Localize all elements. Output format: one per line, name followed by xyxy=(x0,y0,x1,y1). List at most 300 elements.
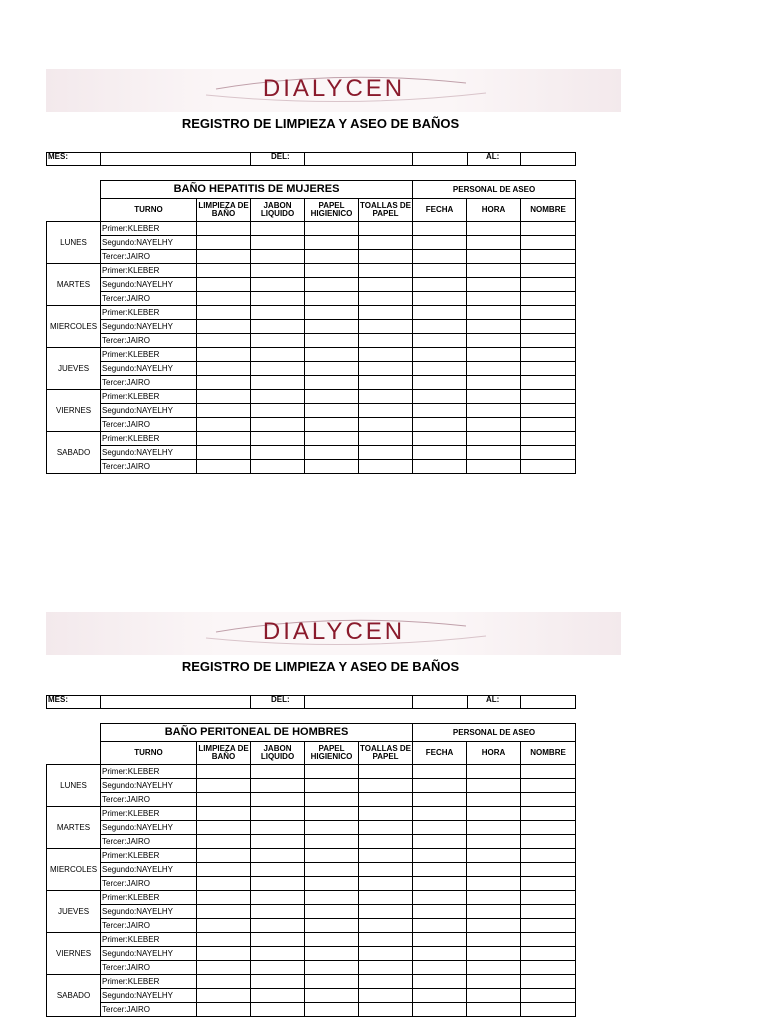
nombre-cell[interactable] xyxy=(521,446,576,460)
fecha-cell[interactable] xyxy=(413,404,467,418)
limpieza-cell[interactable] xyxy=(197,334,251,348)
shift-label: Segundo:NAYELHY xyxy=(101,863,197,877)
toallas-cell[interactable] xyxy=(359,793,413,807)
nombre-cell[interactable] xyxy=(521,362,576,376)
jabon-cell[interactable] xyxy=(251,376,305,390)
nombre-cell[interactable] xyxy=(521,306,576,320)
limpieza-cell[interactable] xyxy=(197,863,251,877)
toallas-cell[interactable] xyxy=(359,292,413,306)
limpieza-cell[interactable] xyxy=(197,947,251,961)
shift-label: Primer:KLEBER xyxy=(101,390,197,404)
table-row xyxy=(47,320,576,334)
papel-cell[interactable] xyxy=(305,1003,359,1017)
limpieza-cell[interactable] xyxy=(197,418,251,432)
fecha-cell[interactable] xyxy=(413,236,467,250)
papel-cell[interactable] xyxy=(305,849,359,863)
fecha-cell[interactable] xyxy=(413,863,467,877)
nombre-cell[interactable] xyxy=(521,961,576,975)
fecha-cell[interactable] xyxy=(413,376,467,390)
limpieza-cell[interactable] xyxy=(197,975,251,989)
toallas-cell[interactable] xyxy=(359,278,413,292)
jabon-cell[interactable] xyxy=(251,390,305,404)
hora-cell[interactable] xyxy=(467,292,521,306)
fecha-cell[interactable] xyxy=(413,362,467,376)
nombre-cell[interactable] xyxy=(521,779,576,793)
limpieza-cell[interactable] xyxy=(197,404,251,418)
toallas-cell[interactable] xyxy=(359,905,413,919)
nombre-cell[interactable] xyxy=(521,432,576,446)
nombre-cell[interactable] xyxy=(521,989,576,1003)
fecha-cell[interactable] xyxy=(413,891,467,905)
toallas-cell[interactable] xyxy=(359,334,413,348)
hora-cell[interactable] xyxy=(467,264,521,278)
jabon-cell[interactable] xyxy=(251,348,305,362)
toallas-cell[interactable] xyxy=(359,264,413,278)
hora-cell[interactable] xyxy=(467,320,521,334)
jabon-cell[interactable] xyxy=(251,306,305,320)
shift-label: Primer:KLEBER xyxy=(101,849,197,863)
fecha-cell[interactable] xyxy=(413,905,467,919)
fecha-cell[interactable] xyxy=(413,919,467,933)
toallas-cell[interactable] xyxy=(359,807,413,821)
nombre-cell[interactable] xyxy=(521,460,576,474)
hora-cell[interactable] xyxy=(467,432,521,446)
shift-label: Tercer:JAIRO xyxy=(101,376,197,390)
papel-cell[interactable] xyxy=(305,891,359,905)
jabon-cell[interactable] xyxy=(251,460,305,474)
table-row xyxy=(47,765,576,779)
papel-cell[interactable] xyxy=(305,807,359,821)
hora-cell[interactable] xyxy=(467,362,521,376)
hora-cell[interactable] xyxy=(467,222,521,236)
jabon-cell[interactable] xyxy=(251,765,305,779)
toallas-cell[interactable] xyxy=(359,765,413,779)
nombre-cell[interactable] xyxy=(521,390,576,404)
hora-cell[interactable] xyxy=(467,1003,521,1017)
fecha-cell[interactable] xyxy=(413,1003,467,1017)
papel-cell[interactable] xyxy=(305,362,359,376)
nombre-cell[interactable] xyxy=(521,975,576,989)
jabon-cell[interactable] xyxy=(251,807,305,821)
mes-field[interactable] xyxy=(101,696,251,709)
table-row xyxy=(47,961,576,975)
toallas-cell[interactable] xyxy=(359,1003,413,1017)
col-nombre: NOMBRE xyxy=(521,742,576,765)
fecha-cell[interactable] xyxy=(413,765,467,779)
papel-cell[interactable] xyxy=(305,765,359,779)
table-row xyxy=(47,975,576,989)
jabon-cell[interactable] xyxy=(251,292,305,306)
del-field[interactable] xyxy=(305,153,413,166)
spacer-field xyxy=(413,696,468,709)
jabon-cell[interactable] xyxy=(251,877,305,891)
papel-cell[interactable] xyxy=(305,334,359,348)
papel-cell[interactable] xyxy=(305,933,359,947)
jabon-cell[interactable] xyxy=(251,933,305,947)
papel-cell[interactable] xyxy=(305,793,359,807)
fecha-cell[interactable] xyxy=(413,250,467,264)
fecha-cell[interactable] xyxy=(413,278,467,292)
logo-banner xyxy=(46,612,621,655)
nombre-cell[interactable] xyxy=(521,348,576,362)
papel-cell[interactable] xyxy=(305,989,359,1003)
jabon-cell[interactable] xyxy=(251,362,305,376)
limpieza-cell[interactable] xyxy=(197,849,251,863)
jabon-cell[interactable] xyxy=(251,418,305,432)
limpieza-cell[interactable] xyxy=(197,292,251,306)
jabon-cell[interactable] xyxy=(251,446,305,460)
limpieza-cell[interactable] xyxy=(197,278,251,292)
hora-cell[interactable] xyxy=(467,919,521,933)
toallas-cell[interactable] xyxy=(359,320,413,334)
toallas-cell[interactable] xyxy=(359,250,413,264)
papel-cell[interactable] xyxy=(305,877,359,891)
toallas-cell[interactable] xyxy=(359,348,413,362)
papel-cell[interactable] xyxy=(305,863,359,877)
limpieza-cell[interactable] xyxy=(197,236,251,250)
hora-cell[interactable] xyxy=(467,236,521,250)
papel-cell[interactable] xyxy=(305,348,359,362)
toallas-cell[interactable] xyxy=(359,222,413,236)
jabon-cell[interactable] xyxy=(251,320,305,334)
day-label: LUNES xyxy=(47,222,101,264)
jabon-cell[interactable] xyxy=(251,863,305,877)
nombre-cell[interactable] xyxy=(521,807,576,821)
jabon-cell[interactable] xyxy=(251,779,305,793)
fecha-cell[interactable] xyxy=(413,989,467,1003)
hora-cell[interactable] xyxy=(467,905,521,919)
papel-cell[interactable] xyxy=(305,236,359,250)
jabon-cell[interactable] xyxy=(251,989,305,1003)
table-row xyxy=(47,807,576,821)
papel-cell[interactable] xyxy=(305,306,359,320)
nombre-cell[interactable] xyxy=(521,278,576,292)
fecha-cell[interactable] xyxy=(413,849,467,863)
nombre-cell[interactable] xyxy=(521,320,576,334)
nombre-cell[interactable] xyxy=(521,1003,576,1017)
nombre-cell[interactable] xyxy=(521,222,576,236)
shift-label: Tercer:JAIRO xyxy=(101,961,197,975)
jabon-cell[interactable] xyxy=(251,1003,305,1017)
limpieza-cell[interactable] xyxy=(197,460,251,474)
limpieza-cell[interactable] xyxy=(197,793,251,807)
papel-cell[interactable] xyxy=(305,320,359,334)
limpieza-cell[interactable] xyxy=(197,250,251,264)
fecha-cell[interactable] xyxy=(413,793,467,807)
fecha-cell[interactable] xyxy=(413,292,467,306)
nombre-cell[interactable] xyxy=(521,765,576,779)
table-row xyxy=(47,779,576,793)
hora-cell[interactable] xyxy=(467,877,521,891)
jabon-cell[interactable] xyxy=(251,334,305,348)
toallas-cell[interactable] xyxy=(359,432,413,446)
limpieza-cell[interactable] xyxy=(197,835,251,849)
hora-cell[interactable] xyxy=(467,947,521,961)
fecha-cell[interactable] xyxy=(413,947,467,961)
toallas-cell[interactable] xyxy=(359,404,413,418)
hora-cell[interactable] xyxy=(467,975,521,989)
shift-label: Primer:KLEBER xyxy=(101,432,197,446)
limpieza-cell[interactable] xyxy=(197,432,251,446)
toallas-cell[interactable] xyxy=(359,446,413,460)
jabon-cell[interactable] xyxy=(251,961,305,975)
papel-cell[interactable] xyxy=(305,404,359,418)
jabon-cell[interactable] xyxy=(251,905,305,919)
limpieza-cell[interactable] xyxy=(197,264,251,278)
date-range-table xyxy=(46,695,576,709)
limpieza-cell[interactable] xyxy=(197,961,251,975)
papel-cell[interactable] xyxy=(305,390,359,404)
hora-cell[interactable] xyxy=(467,306,521,320)
fecha-cell[interactable] xyxy=(413,877,467,891)
papel-cell[interactable] xyxy=(305,446,359,460)
cleaning-log-table xyxy=(46,180,576,474)
jabon-cell[interactable] xyxy=(251,849,305,863)
shift-label: Segundo:NAYELHY xyxy=(101,320,197,334)
papel-cell[interactable] xyxy=(305,905,359,919)
shift-label: Primer:KLEBER xyxy=(101,348,197,362)
jabon-cell[interactable] xyxy=(251,975,305,989)
mes-field[interactable] xyxy=(101,153,251,166)
limpieza-cell[interactable] xyxy=(197,362,251,376)
jabon-cell[interactable] xyxy=(251,264,305,278)
nombre-cell[interactable] xyxy=(521,334,576,348)
limpieza-cell[interactable] xyxy=(197,919,251,933)
day-label: SABADO xyxy=(47,975,101,1017)
fecha-cell[interactable] xyxy=(413,446,467,460)
al-label: AL: xyxy=(468,696,521,709)
hora-cell[interactable] xyxy=(467,278,521,292)
toallas-cell[interactable] xyxy=(359,891,413,905)
toallas-cell[interactable] xyxy=(359,947,413,961)
toallas-cell[interactable] xyxy=(359,975,413,989)
nombre-cell[interactable] xyxy=(521,947,576,961)
fecha-cell[interactable] xyxy=(413,779,467,793)
jabon-cell[interactable] xyxy=(251,222,305,236)
col-toallas: TOALLAS DE PAPEL xyxy=(359,742,413,765)
limpieza-cell[interactable] xyxy=(197,765,251,779)
toallas-cell[interactable] xyxy=(359,390,413,404)
nombre-cell[interactable] xyxy=(521,863,576,877)
shift-label: Primer:KLEBER xyxy=(101,933,197,947)
nombre-cell[interactable] xyxy=(521,418,576,432)
nombre-cell[interactable] xyxy=(521,821,576,835)
fecha-cell[interactable] xyxy=(413,807,467,821)
al-field[interactable] xyxy=(521,696,576,709)
hora-cell[interactable] xyxy=(467,989,521,1003)
limpieza-cell[interactable] xyxy=(197,306,251,320)
toallas-cell[interactable] xyxy=(359,933,413,947)
hora-cell[interactable] xyxy=(467,807,521,821)
limpieza-cell[interactable] xyxy=(197,390,251,404)
hora-cell[interactable] xyxy=(467,460,521,474)
toallas-cell[interactable] xyxy=(359,919,413,933)
area-title: BAÑO PERITONEAL DE HOMBRES xyxy=(101,724,413,742)
toallas-cell[interactable] xyxy=(359,236,413,250)
hora-cell[interactable] xyxy=(467,765,521,779)
day-label: MIERCOLES xyxy=(47,306,101,348)
fecha-cell[interactable] xyxy=(413,222,467,236)
toallas-cell[interactable] xyxy=(359,961,413,975)
nombre-cell[interactable] xyxy=(521,905,576,919)
hora-cell[interactable] xyxy=(467,376,521,390)
hora-cell[interactable] xyxy=(467,793,521,807)
limpieza-cell[interactable] xyxy=(197,222,251,236)
toallas-cell[interactable] xyxy=(359,863,413,877)
jabon-cell[interactable] xyxy=(251,250,305,264)
nombre-cell[interactable] xyxy=(521,891,576,905)
papel-cell[interactable] xyxy=(305,278,359,292)
jabon-cell[interactable] xyxy=(251,821,305,835)
limpieza-cell[interactable] xyxy=(197,877,251,891)
jabon-cell[interactable] xyxy=(251,236,305,250)
shift-label: Tercer:JAIRO xyxy=(101,334,197,348)
shift-label: Tercer:JAIRO xyxy=(101,460,197,474)
papel-cell[interactable] xyxy=(305,376,359,390)
fecha-cell[interactable] xyxy=(413,975,467,989)
jabon-cell[interactable] xyxy=(251,835,305,849)
toallas-cell[interactable] xyxy=(359,835,413,849)
hora-cell[interactable] xyxy=(467,835,521,849)
limpieza-cell[interactable] xyxy=(197,905,251,919)
papel-cell[interactable] xyxy=(305,250,359,264)
papel-cell[interactable] xyxy=(305,835,359,849)
shift-label: Segundo:NAYELHY xyxy=(101,905,197,919)
toallas-cell[interactable] xyxy=(359,779,413,793)
limpieza-cell[interactable] xyxy=(197,891,251,905)
hora-cell[interactable] xyxy=(467,779,521,793)
toallas-cell[interactable] xyxy=(359,376,413,390)
limpieza-cell[interactable] xyxy=(197,933,251,947)
fecha-cell[interactable] xyxy=(413,933,467,947)
toallas-cell[interactable] xyxy=(359,821,413,835)
nombre-cell[interactable] xyxy=(521,933,576,947)
nombre-cell[interactable] xyxy=(521,877,576,891)
fecha-cell[interactable] xyxy=(413,348,467,362)
table-row xyxy=(47,432,576,446)
fecha-cell[interactable] xyxy=(413,264,467,278)
table-row xyxy=(47,292,576,306)
toallas-cell[interactable] xyxy=(359,460,413,474)
nombre-cell[interactable] xyxy=(521,919,576,933)
toallas-cell[interactable] xyxy=(359,418,413,432)
nombre-cell[interactable] xyxy=(521,835,576,849)
hora-cell[interactable] xyxy=(467,404,521,418)
hora-cell[interactable] xyxy=(467,390,521,404)
table-row xyxy=(47,1003,576,1017)
table-row xyxy=(47,793,576,807)
nombre-cell[interactable] xyxy=(521,404,576,418)
table-row xyxy=(47,835,576,849)
papel-cell[interactable] xyxy=(305,418,359,432)
fecha-cell[interactable] xyxy=(413,961,467,975)
papel-cell[interactable] xyxy=(305,961,359,975)
al-field[interactable] xyxy=(521,153,576,166)
jabon-cell[interactable] xyxy=(251,793,305,807)
toallas-cell[interactable] xyxy=(359,362,413,376)
limpieza-cell[interactable] xyxy=(197,821,251,835)
hora-cell[interactable] xyxy=(467,250,521,264)
limpieza-cell[interactable] xyxy=(197,1003,251,1017)
table-row xyxy=(47,236,576,250)
hora-cell[interactable] xyxy=(467,849,521,863)
col-jabon: JABON LIQUIDO xyxy=(251,199,305,222)
papel-cell[interactable] xyxy=(305,779,359,793)
limpieza-cell[interactable] xyxy=(197,376,251,390)
papel-cell[interactable] xyxy=(305,947,359,961)
hora-cell[interactable] xyxy=(467,821,521,835)
papel-cell[interactable] xyxy=(305,222,359,236)
hora-cell[interactable] xyxy=(467,891,521,905)
nombre-cell[interactable] xyxy=(521,264,576,278)
papel-cell[interactable] xyxy=(305,460,359,474)
nombre-cell[interactable] xyxy=(521,250,576,264)
limpieza-cell[interactable] xyxy=(197,807,251,821)
toallas-cell[interactable] xyxy=(359,306,413,320)
table-row xyxy=(47,390,576,404)
jabon-cell[interactable] xyxy=(251,947,305,961)
hora-cell[interactable] xyxy=(467,446,521,460)
personal-title: PERSONAL DE ASEO xyxy=(413,724,576,742)
limpieza-cell[interactable] xyxy=(197,989,251,1003)
spacer-field xyxy=(413,153,468,166)
logo-text: DIALYCEN xyxy=(262,75,406,102)
toallas-cell[interactable] xyxy=(359,877,413,891)
hora-cell[interactable] xyxy=(467,348,521,362)
nombre-cell[interactable] xyxy=(521,849,576,863)
hora-cell[interactable] xyxy=(467,961,521,975)
papel-cell[interactable] xyxy=(305,432,359,446)
hora-cell[interactable] xyxy=(467,334,521,348)
hora-cell[interactable] xyxy=(467,933,521,947)
limpieza-cell[interactable] xyxy=(197,348,251,362)
nombre-cell[interactable] xyxy=(521,292,576,306)
nombre-cell[interactable] xyxy=(521,236,576,250)
nombre-cell[interactable] xyxy=(521,376,576,390)
nombre-cell[interactable] xyxy=(521,793,576,807)
papel-cell[interactable] xyxy=(305,821,359,835)
fecha-cell[interactable] xyxy=(413,432,467,446)
fecha-cell[interactable] xyxy=(413,334,467,348)
limpieza-cell[interactable] xyxy=(197,320,251,334)
toallas-cell[interactable] xyxy=(359,849,413,863)
papel-cell[interactable] xyxy=(305,292,359,306)
jabon-cell[interactable] xyxy=(251,278,305,292)
del-field[interactable] xyxy=(305,696,413,709)
hora-cell[interactable] xyxy=(467,418,521,432)
jabon-cell[interactable] xyxy=(251,891,305,905)
day-label: VIERNES xyxy=(47,933,101,975)
fecha-cell[interactable] xyxy=(413,320,467,334)
fecha-cell[interactable] xyxy=(413,418,467,432)
shift-label: Segundo:NAYELHY xyxy=(101,236,197,250)
fecha-cell[interactable] xyxy=(413,835,467,849)
fecha-cell[interactable] xyxy=(413,460,467,474)
hora-cell[interactable] xyxy=(467,863,521,877)
jabon-cell[interactable] xyxy=(251,432,305,446)
fecha-cell[interactable] xyxy=(413,390,467,404)
fecha-cell[interactable] xyxy=(413,821,467,835)
jabon-cell[interactable] xyxy=(251,919,305,933)
fecha-cell[interactable] xyxy=(413,306,467,320)
papel-cell[interactable] xyxy=(305,975,359,989)
jabon-cell[interactable] xyxy=(251,404,305,418)
papel-cell[interactable] xyxy=(305,919,359,933)
toallas-cell[interactable] xyxy=(359,989,413,1003)
papel-cell[interactable] xyxy=(305,264,359,278)
limpieza-cell[interactable] xyxy=(197,779,251,793)
limpieza-cell[interactable] xyxy=(197,446,251,460)
